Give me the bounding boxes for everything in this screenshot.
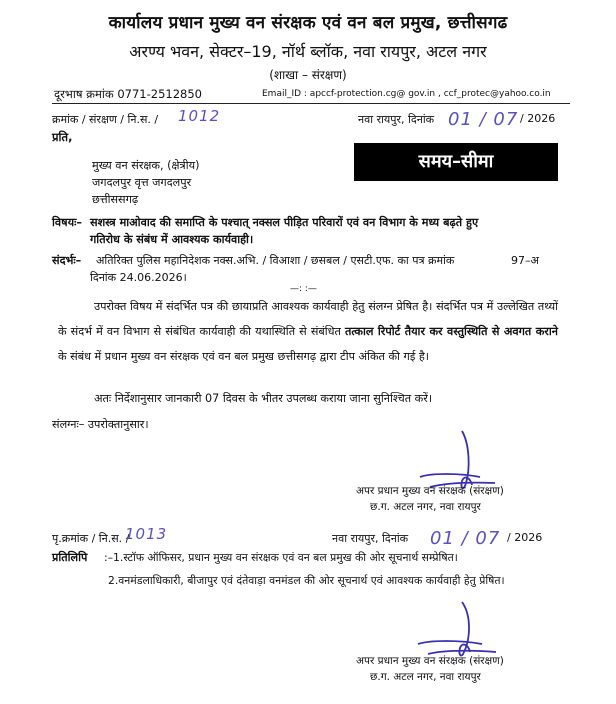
subject-label: विषयः–	[52, 216, 82, 229]
reference-number: 97–अ	[511, 254, 539, 267]
subject-line-1: सशस्त्र माओवाद की समाप्ति के पश्चात् नक्सल पीड़ित परिवारों एवं वन विभाग के मध्य बढ़ते हुए	[90, 216, 479, 229]
reference-label: संदर्भः–	[52, 254, 82, 267]
phone-number: दूरभाष क्रमांक 0771-2512850	[54, 87, 202, 101]
copy-date-handwritten: 01 / 07	[430, 528, 501, 549]
time-limit-stamp: समय–सीमा	[354, 143, 558, 181]
copy-item-1: :–1.स्टॉफ ऑफिसर, प्रधान मुख्य वन संरक्षक एवं वन बल प्रमुख की ओर सूचनार्थ सम्प्रेषित।	[104, 551, 458, 564]
subject-line-2: गतिरोध के संबंध में आवश्यक कार्यवाही।	[90, 233, 254, 246]
copy-date-label: नवा रायपुर, दिनांक	[332, 532, 409, 545]
signatory-title-2: अपर प्रधान मुख्य वन संरक्षक (संरक्षण)	[356, 655, 504, 667]
office-address: अरण्य भवन, सेक्टर–19, नॉर्थ ब्लॉक, नवा रायपुर, अटल नगर	[129, 42, 487, 61]
signatory-place-2: छ.ग. अटल नगर, नवा रायपुर	[370, 671, 481, 683]
office-title: कार्यालय प्रधान मुख्य वन संरक्षक एवं वन बल प्रमुख, छत्तीसगढ	[108, 13, 508, 33]
body-paragraph-1: उपरोक्त विषय में संदर्भित पत्र की छायाप्रति आवश्यक कार्यवाही हेतु संलग्न प्रेषित है। संदर्भित पत्र में उल्लेखित तथ्यों के संदर्भ में वन विभाग से संबंधित कार्यवाही की यथास्थिति से संबंधित तत्काल रिपोर्ट तैयार कर वस्तुस्थिति से अवगत कराने के संबंध में प्रधान मुख्य वन संरक्षक एवं वन बल प्रमुख छत्तीसगढ़ द्वारा टीप अंकित की गई है।	[58, 300, 558, 363]
letter-ref-number: 1012	[178, 107, 221, 125]
copy-label: प्रतिलिपि	[52, 551, 88, 564]
salutation: प्रति,	[52, 130, 73, 144]
reference-line-1: अतिरिक्त पुलिस महानिदेशक नक्स.अभि. / विआशा / छसबल / एसटी.एफ. का पत्र क्रमांक	[96, 254, 455, 267]
letter-date-handwritten: 01 / 07	[448, 109, 519, 130]
header-divider	[52, 103, 570, 104]
letter-ref-label: क्रमांक / संरक्षण / नि.स. /	[52, 113, 159, 126]
copy-ref-number: 1013	[125, 525, 168, 543]
signatory-title-1: अपर प्रधान मुख्य वन संरक्षक (संरक्षण)	[356, 485, 504, 497]
signatory-place-1: छ.ग. अटल नगर, नवा रायपुर	[370, 501, 481, 513]
copy-ref-label: पृ.क्रमांक / नि.स. /	[52, 532, 130, 545]
enclosure-note: संलग्नः– उपरोक्तानुसार।	[52, 418, 149, 431]
body-paragraph-2: अतः निर्देशानुसार जानकारी 07 दिवस के भीतर उपलब्ध कराया जाना सुनिश्चित करें।	[94, 392, 433, 405]
email-address: Email_ID : apccf-protection.cg@ gov.in , ccf_protec@yahoo.co.in	[262, 89, 551, 99]
recipient-line-3: छत्तीससगढ़	[92, 193, 139, 206]
reference-line-2: दिनांक 24.06.2026।	[90, 271, 187, 284]
section-name: (शाखा – संरक्षण)	[269, 68, 347, 82]
copy-item-2: 2.वनमंडलाधिकारी, बीजापुर एवं दंतेवाड़ा वनमंडल की ओर सूचनार्थ एवं आवश्यक कार्यवाही हेतु प्रेषित।	[108, 574, 505, 587]
section-divider: —: :—	[290, 284, 317, 294]
recipient-line-2: जगदलपुर वृत्त जगदलपुर	[92, 176, 192, 189]
letter-year: / 2026	[520, 112, 556, 125]
copy-year: / 2026	[507, 531, 543, 544]
recipient-line-1: मुख्य वन संरक्षक, (क्षेत्रीय)	[92, 159, 200, 172]
letter-date-label: नवा रायपुर, दिनांक	[358, 113, 435, 126]
